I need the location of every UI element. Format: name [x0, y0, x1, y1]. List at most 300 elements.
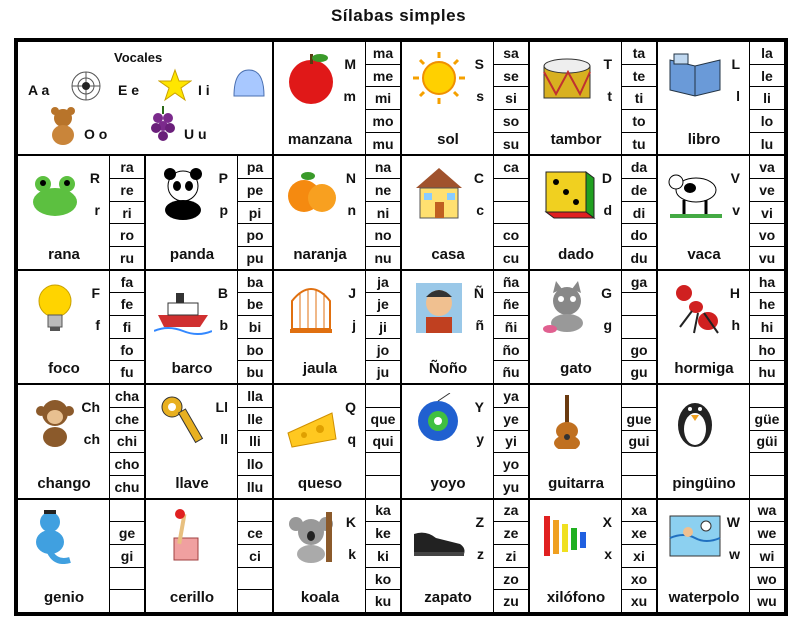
lowercase-letter: b	[219, 316, 228, 333]
syllable: du	[630, 249, 648, 266]
uppercase-letter: B	[217, 284, 228, 301]
syllable: ze	[494, 522, 528, 545]
syllable-cell-tambor	[529, 41, 657, 155]
syllable-cell-guitarra	[529, 384, 657, 498]
syllable: ho	[750, 339, 784, 362]
uppercase-letter: L	[731, 56, 740, 72]
syllable-column	[749, 271, 784, 383]
word-label: cerillo	[169, 589, 215, 606]
yoyo-icon	[410, 393, 468, 449]
syllable: sa	[494, 42, 528, 65]
syllable: mo	[366, 110, 400, 133]
uppercase-letter: S	[474, 56, 484, 72]
word-label: llave	[175, 474, 209, 492]
syllable: xe	[622, 522, 656, 545]
syllable-cell-panda	[145, 155, 273, 269]
syllable: do	[622, 224, 656, 247]
syllable-column	[237, 500, 272, 612]
word-label: foco	[48, 360, 80, 378]
drum-icon	[538, 50, 596, 106]
syllable-cell-chango	[17, 384, 145, 498]
syllable	[622, 476, 656, 498]
key-icon	[154, 393, 212, 449]
syllable: güi	[750, 431, 784, 454]
syllable: gui	[622, 431, 656, 454]
word-label: pingüino	[672, 474, 736, 492]
syllable: de	[622, 179, 656, 202]
syllable: cho	[110, 453, 144, 476]
syllable-cell-sol	[401, 41, 529, 155]
syllable: hu	[758, 364, 776, 381]
syllable	[110, 590, 144, 612]
word-label: libro	[687, 131, 721, 149]
syllable-column	[493, 156, 528, 268]
word-label: sol	[437, 131, 459, 149]
syllable: di	[622, 202, 656, 225]
syllable: re	[110, 179, 144, 202]
syllable: lle	[238, 408, 272, 431]
syllable: ri	[110, 202, 144, 225]
syllable-column	[365, 156, 400, 268]
syllable: le	[750, 65, 784, 88]
syllable: to	[622, 110, 656, 133]
syllable	[622, 453, 656, 476]
syllable-column	[237, 385, 272, 497]
syllable: ce	[238, 522, 272, 545]
syllable: ge	[110, 522, 144, 545]
lowercase-letter: c	[476, 202, 484, 219]
syllable	[622, 385, 656, 408]
syllable-column	[621, 156, 656, 268]
syllable-cell-cerillo	[145, 499, 273, 613]
syllable-cell-naranja	[273, 155, 401, 269]
word-label: barco	[171, 360, 213, 378]
syllable	[238, 590, 272, 612]
uppercase-letter: P	[218, 170, 228, 187]
syllable: lo	[750, 110, 784, 133]
syllable: yo	[494, 453, 528, 476]
lowercase-letter: ll	[220, 431, 228, 448]
lowercase-letter: q	[347, 431, 356, 448]
uppercase-letter: Ñ	[473, 284, 484, 301]
syllable: llu	[246, 478, 264, 495]
syllable: fi	[110, 316, 144, 339]
syllable: va	[750, 156, 784, 179]
syllable: qui	[366, 431, 400, 454]
syllable: xo	[622, 568, 656, 591]
frog-icon	[26, 164, 84, 220]
syllable: se	[494, 65, 528, 88]
syllable-cell-foco	[17, 270, 145, 384]
syllable: wu	[757, 593, 777, 610]
syllable-column	[365, 500, 400, 612]
syllable: ci	[238, 545, 272, 568]
syllable-cell-yoyo	[401, 384, 529, 498]
word-label: zapato	[424, 589, 472, 606]
syllable: vi	[750, 202, 784, 225]
syllable-column	[237, 156, 272, 268]
cage-icon	[282, 279, 340, 335]
uppercase-letter: K	[345, 513, 356, 530]
syllable: nu	[374, 249, 392, 266]
uppercase-letter: R	[89, 170, 100, 187]
star-icon	[158, 68, 192, 102]
syllable: lli	[238, 431, 272, 454]
syllable	[494, 202, 528, 225]
syllable: hi	[750, 316, 784, 339]
vowel-i: I i	[198, 82, 210, 98]
uppercase-letter: F	[91, 284, 100, 301]
syllable: fa	[110, 271, 144, 294]
syllable: li	[750, 87, 784, 110]
uppercase-letter: G	[601, 284, 612, 301]
syllable: fe	[110, 293, 144, 316]
syllable-cell-rana	[17, 155, 145, 269]
vowel-u: U u	[184, 126, 207, 142]
syllable: bu	[246, 364, 264, 381]
lowercase-letter: g	[603, 316, 612, 333]
syllable-cell-pingüino	[657, 384, 785, 498]
syllable: me	[366, 65, 400, 88]
word-label: jaula	[302, 360, 338, 378]
syllable: te	[622, 65, 656, 88]
syllable: che	[110, 408, 144, 431]
syllable: ku	[374, 593, 392, 610]
syllable: ga	[622, 271, 656, 294]
word-label: waterpolo	[668, 589, 740, 606]
boat-icon	[154, 279, 212, 335]
monkey-icon	[26, 393, 84, 449]
vowel-o: O o	[84, 126, 108, 142]
syllable-column	[621, 385, 656, 497]
vowel-e: E e	[118, 82, 140, 98]
syllable: ke	[366, 522, 400, 545]
syllable-column	[493, 500, 528, 612]
syllable-column	[365, 385, 400, 497]
syllable: gi	[110, 545, 144, 568]
man-icon	[410, 279, 468, 335]
syllable: bo	[238, 339, 272, 362]
cow-icon	[666, 164, 724, 220]
syllable: zi	[494, 545, 528, 568]
word-label: Ñoño	[428, 360, 468, 378]
book-icon	[666, 50, 724, 106]
syllable: vu	[758, 249, 776, 266]
syllable: ñu	[502, 364, 520, 381]
syllable: ñi	[494, 316, 528, 339]
word-label: queso	[297, 474, 343, 492]
lowercase-letter: l	[736, 88, 740, 104]
syllable: mi	[366, 87, 400, 110]
syllable	[750, 476, 784, 498]
lowercase-letter: s	[476, 88, 484, 104]
syllable: co	[494, 224, 528, 247]
syllable: cha	[110, 385, 144, 408]
lowercase-letter: ñ	[475, 316, 484, 333]
syllable-cell-genio	[17, 499, 145, 613]
syllable: su	[502, 135, 520, 152]
lowercase-letter: ch	[83, 431, 100, 448]
syllable-column	[749, 156, 784, 268]
cheese-icon	[282, 393, 340, 449]
syllable-column	[365, 271, 400, 383]
uppercase-letter: Ch	[81, 399, 100, 416]
syllable: ni	[366, 202, 400, 225]
syllable: cu	[502, 249, 520, 266]
syllable: ji	[366, 316, 400, 339]
lowercase-letter: h	[731, 316, 740, 333]
syllable: yu	[502, 478, 520, 495]
syllable-column	[109, 156, 144, 268]
syllable: chi	[110, 431, 144, 454]
syllable	[622, 316, 656, 339]
uppercase-letter: Z	[475, 513, 484, 530]
syllable	[238, 568, 272, 591]
syllable: ru	[120, 249, 134, 266]
apple-icon	[282, 50, 340, 106]
syllable: tu	[632, 135, 646, 152]
penguin-icon	[666, 393, 724, 449]
syllable: pi	[238, 202, 272, 225]
syllable: ña	[494, 271, 528, 294]
syllable-cell-Ñoño	[401, 270, 529, 384]
word-label: rana	[48, 245, 80, 263]
word-label: vaca	[687, 245, 721, 263]
syllable: po	[238, 224, 272, 247]
bulb-icon	[26, 279, 84, 335]
lowercase-letter: z	[477, 545, 484, 562]
shoe-icon	[410, 508, 468, 564]
uppercase-letter: M	[344, 56, 356, 72]
syllable-cell-libro	[657, 41, 785, 155]
syllable-column	[493, 42, 528, 154]
syllable: vo	[750, 224, 784, 247]
waterpolo-icon	[666, 508, 724, 564]
lowercase-letter: x	[604, 545, 612, 562]
syllable	[238, 500, 272, 523]
syllable: je	[366, 293, 400, 316]
uppercase-letter: V	[730, 170, 740, 187]
syllable-cell-waterpolo	[657, 499, 785, 613]
word-label: xilófono	[546, 589, 606, 606]
vowel-a: A a	[28, 82, 50, 98]
syllable-column	[621, 500, 656, 612]
word-label: dado	[558, 245, 594, 263]
syllable: chu	[114, 478, 140, 495]
syllable	[366, 385, 400, 408]
syllable: wi	[750, 545, 784, 568]
lowercase-letter: v	[732, 202, 740, 219]
koala-icon	[282, 508, 340, 564]
syllable-cell-jaula	[273, 270, 401, 384]
orange-icon	[282, 164, 340, 220]
syllable: ra	[110, 156, 144, 179]
syllable: ju	[376, 364, 390, 381]
syllable-column	[237, 271, 272, 383]
syllable-cell-dado	[529, 155, 657, 269]
syllable: ne	[366, 179, 400, 202]
uppercase-letter: Q	[345, 399, 356, 416]
syllable-column	[109, 500, 144, 612]
panda-icon	[154, 164, 212, 220]
word-label: manzana	[287, 131, 353, 149]
grapes-icon	[148, 104, 178, 146]
syllable: pe	[238, 179, 272, 202]
uppercase-letter: N	[345, 170, 356, 187]
syllable: xi	[622, 545, 656, 568]
genie-icon	[26, 508, 84, 564]
word-label: panda	[169, 245, 215, 263]
syllable: xu	[630, 593, 648, 610]
syllable: zu	[503, 593, 519, 610]
syllable-column	[749, 500, 784, 612]
syllable: so	[494, 110, 528, 133]
uppercase-letter: X	[602, 513, 612, 530]
syllable: yi	[494, 431, 528, 454]
word-label: genio	[44, 589, 84, 606]
syllable-cell-zapato	[401, 499, 529, 613]
syllable-column	[365, 42, 400, 154]
uppercase-letter: D	[601, 170, 612, 187]
syllable-column	[109, 385, 144, 497]
lowercase-letter: r	[94, 202, 100, 219]
syllable: wa	[750, 500, 784, 523]
uppercase-letter: Ll	[215, 399, 228, 416]
syllable: wo	[750, 568, 784, 591]
syllable: zo	[494, 568, 528, 591]
bear-icon	[46, 106, 80, 146]
syllable-cell-xilófono	[529, 499, 657, 613]
syllable: ko	[366, 568, 400, 591]
syllable: pu	[246, 249, 264, 266]
syllable: ta	[622, 42, 656, 65]
page-title: Sílabas simples	[330, 6, 467, 25]
vowels-cell	[17, 41, 273, 155]
syllable: ja	[366, 271, 400, 294]
syllable-column	[493, 385, 528, 497]
lowercase-letter: f	[95, 316, 100, 333]
word-label: casa	[431, 245, 465, 263]
syllable-column	[749, 385, 784, 497]
syllable: que	[366, 408, 400, 431]
syllable: bi	[238, 316, 272, 339]
cat-icon	[538, 279, 596, 335]
syllable: pa	[238, 156, 272, 179]
lowercase-letter: y	[476, 431, 484, 448]
syllable: ñe	[494, 293, 528, 316]
lowercase-letter: k	[348, 545, 356, 562]
syllable: gu	[630, 364, 648, 381]
lowercase-letter: m	[343, 88, 356, 104]
igloo-icon	[232, 66, 266, 98]
syllable: na	[366, 156, 400, 179]
uppercase-letter: T	[603, 56, 612, 72]
word-label: tambor	[550, 131, 602, 149]
syllable	[110, 568, 144, 591]
syllable-column	[621, 271, 656, 383]
syllable: ma	[366, 42, 400, 65]
word-label: koala	[300, 589, 340, 606]
syllable: no	[366, 224, 400, 247]
syllable: da	[622, 156, 656, 179]
syllable-grid	[14, 38, 788, 616]
syllable-cell-hormiga	[657, 270, 785, 384]
lowercase-letter: n	[347, 202, 356, 219]
lowercase-letter: w	[729, 545, 740, 562]
word-label: chango	[37, 474, 91, 492]
syllable: ka	[366, 500, 400, 523]
vowels-heading: Vocales	[114, 50, 163, 65]
uppercase-letter: H	[729, 284, 740, 301]
uppercase-letter: W	[726, 513, 740, 530]
syllable-cell-barco	[145, 270, 273, 384]
syllable-cell-vaca	[657, 155, 785, 269]
lowercase-letter: d	[603, 202, 612, 219]
syllable: si	[494, 87, 528, 110]
syllable: gue	[622, 408, 656, 431]
syllable: ba	[238, 271, 272, 294]
syllable: xa	[622, 500, 656, 523]
syllable-cell-koala	[273, 499, 401, 613]
syllable: he	[750, 293, 784, 316]
uppercase-letter: C	[473, 170, 484, 187]
syllable-column	[621, 42, 656, 154]
word-label: hormiga	[674, 360, 734, 378]
syllable: go	[622, 339, 656, 362]
syllable-column	[749, 42, 784, 154]
match-icon	[154, 508, 212, 564]
ant-icon	[666, 279, 724, 335]
syllable: jo	[366, 339, 400, 362]
syllable	[750, 453, 784, 476]
syllable: lu	[760, 135, 774, 152]
syllable: za	[494, 500, 528, 523]
word-label: naranja	[293, 245, 347, 263]
syllable-cell-casa	[401, 155, 529, 269]
word-label: guitarra	[548, 474, 604, 492]
syllable	[494, 179, 528, 202]
uppercase-letter: Y	[474, 399, 484, 416]
syllable: ti	[622, 87, 656, 110]
syllable: güe	[750, 408, 784, 431]
lowercase-letter: j	[352, 316, 356, 333]
syllable: ki	[366, 545, 400, 568]
syllable: la	[750, 42, 784, 65]
syllable: fu	[120, 364, 134, 381]
syllable: ño	[494, 339, 528, 362]
syllable: ya	[494, 385, 528, 408]
house-icon	[410, 164, 468, 220]
guitar-icon	[538, 393, 596, 449]
syllable: ye	[494, 408, 528, 431]
syllable: ro	[110, 224, 144, 247]
syllable-column	[109, 271, 144, 383]
word-label: yoyo	[430, 474, 466, 492]
spider-icon	[68, 68, 104, 104]
syllable: we	[750, 522, 784, 545]
syllable: fo	[110, 339, 144, 362]
syllable: ha	[750, 271, 784, 294]
word-label: gato	[560, 360, 592, 378]
lowercase-letter: p	[219, 202, 228, 219]
syllable: be	[238, 293, 272, 316]
syllable: ca	[494, 156, 528, 179]
syllable	[622, 293, 656, 316]
syllable-cell-queso	[273, 384, 401, 498]
syllable	[750, 385, 784, 408]
syllable-cell-llave	[145, 384, 273, 498]
uppercase-letter: J	[348, 284, 356, 301]
